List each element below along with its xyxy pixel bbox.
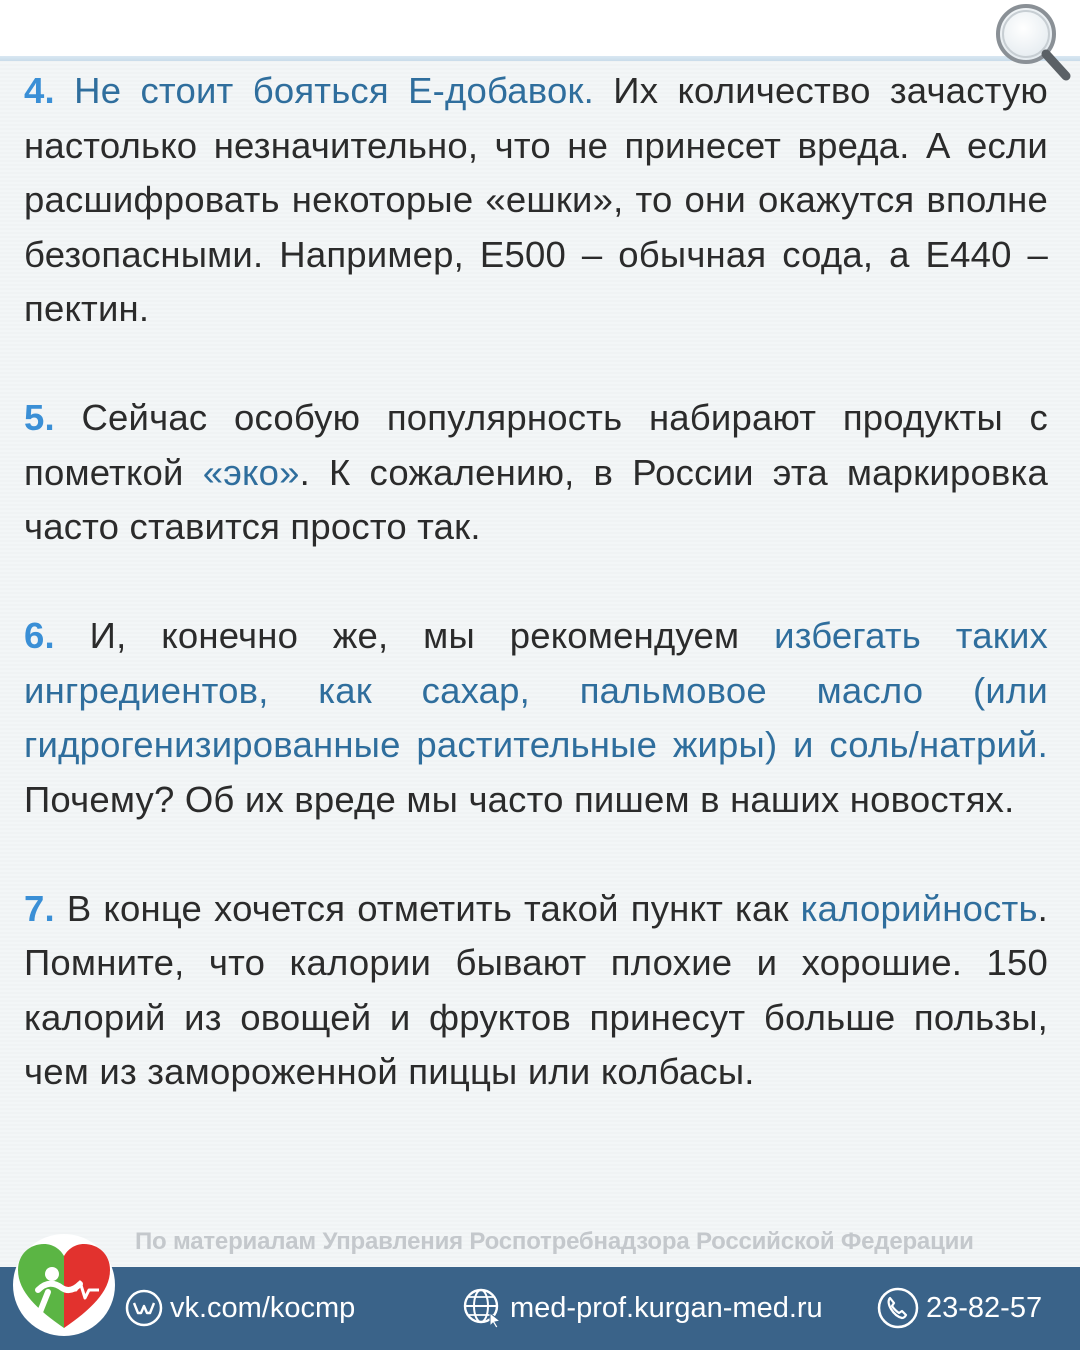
- item-highlight: Не стоит бояться Е-добавок.: [74, 70, 594, 111]
- top-bar: [0, 0, 1080, 56]
- item-7: [24, 882, 1048, 1100]
- main-text: [24, 64, 1048, 1154]
- item-number: 7.: [24, 887, 55, 929]
- vk-link-text: vk.com/kocmp: [170, 1291, 356, 1324]
- item-text: И, конечно же, мы рекомендуем: [89, 615, 740, 656]
- phone-icon: [876, 1286, 920, 1330]
- item-number: 4.: [24, 70, 55, 111]
- item-number: 5.: [24, 397, 55, 438]
- globe-icon: [462, 1287, 504, 1329]
- item-highlight: «эко»: [202, 451, 300, 493]
- logo-heart-icon: [8, 1232, 120, 1338]
- item-4: [24, 64, 1048, 337]
- vk-icon: [124, 1288, 164, 1328]
- item-text: . Помните, что калории бывают плохие и хорошие. 150 калорий из овощей и фруктов принесут больше пользы, чем из замороженной пиццы или колбасы.: [24, 887, 1049, 1092]
- item-text: Сейчас особую популярность набирают продукты с пометкой: [24, 397, 1048, 493]
- footer-bar: [0, 1267, 1080, 1350]
- source-note: По материалам Управления Роспотребнадзора Российской Федерации: [135, 1228, 974, 1255]
- item-6: [24, 609, 1048, 827]
- site-link-text: med-prof.kurgan-med.ru: [510, 1291, 823, 1324]
- item-text: . К сожалению, в России эта маркировка часто ставится просто так.: [24, 451, 1048, 547]
- item-highlight: избегать таких ингредиентов, как сахар, пальмовое масло (или гидрогенизированные растительные жиры) и соль/натрий.: [24, 615, 1048, 765]
- item-text: Их количество зачастую настолько незначительно, что не принесет вреда. А если расшифровать некоторые «ешки», то они окажутся вполне безопасными. Например, Е500 – обычная сода, а Е440 – пектин.: [24, 70, 1049, 329]
- vk-link[interactable]: [124, 1285, 355, 1331]
- phone-text: 23-82-57: [926, 1291, 1043, 1324]
- phone-link[interactable]: [876, 1285, 1042, 1331]
- site-link[interactable]: [462, 1285, 823, 1331]
- item-number: 6.: [24, 615, 55, 656]
- item-highlight: калорийность: [800, 887, 1038, 929]
- top-divider: [0, 56, 1080, 61]
- item-text: В конце хочется отметить такой пункт как: [66, 887, 789, 929]
- item-5: [24, 391, 1048, 555]
- item-text: Почему? Об их вреде мы часто пишем в наших новостях.: [24, 778, 1015, 820]
